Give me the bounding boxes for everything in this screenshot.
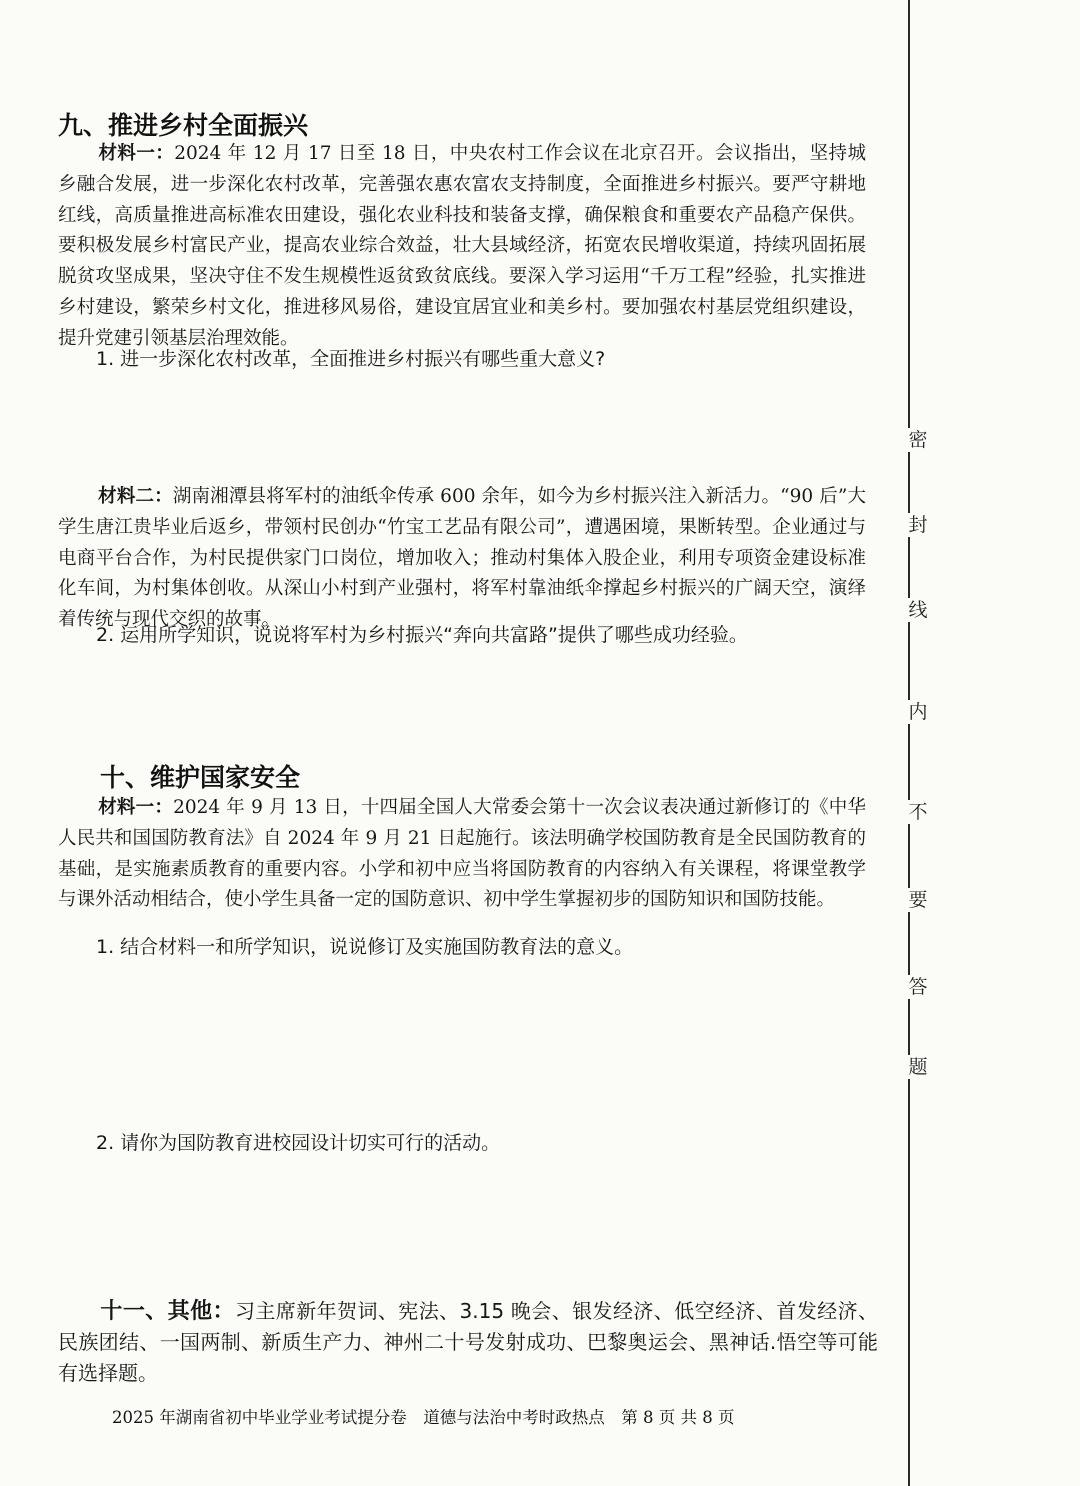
seal-char: 不 [904,800,932,824]
section9-material1-label: 材料一： [98,143,175,164]
section9-material2-text: 湖南湘潭县将军村的油纸伞传承 600 余年，如今为乡村振兴注入新活力。“90 后”大学生唐江贵毕业后返乡，带领村民创办“竹宝工艺品有限公司”，遭遇困境，果断转型。企业通过与电商平台合作，为村民提供家门口岗位，增加收入；推动村集体入股企业，利用专项资金建设标准化车间，为村集体创收。从深山小村到产业强村，将军村靠油纸伞撑起乡村振兴的广阔天空，演绎着传统与现代交织的故事。 [58,486,866,631]
section9-material1 [58,139,866,355]
section9-material2 [58,482,866,636]
section10-material1 [58,793,866,916]
section9-question1: 1. 进一步深化农村改革，全面推进乡村振兴有哪些重大意义? [96,348,606,370]
section9-question2: 2. 运用所学知识，说说将军村为乡村振兴“奔向共富路”提供了哪些成功经验。 [96,624,748,646]
section9-material1-text: 2024 年 12 月 17 日至 18 日，中央农村工作会议在北京召开。会议指出，坚持城乡融合发展，进一步深化农村改革，完善强农惠农富农支持制度，全面推进乡村振兴。要严守耕地红线，高质量推进高标准农田建设，强化农业科技和装备支撑，确保粮食和重要农产品稳产保供。要积极发展乡村富民产业，提高农业综合效益，壮大县域经济，拓宽农民增收渠道，持续巩固拓展脱贫攻坚成果，坚决守住不发生规模性返贫致贫底线。要深入学习运用“千万工程”经验，扎实推进乡村建设，繁荣乡村文化，推进移风易俗，建设宜居宜业和美乡村。要加强农村基层党组织建设，提升党建引领基层治理效能。 [58,143,866,349]
section11 [58,1296,878,1389]
page-footer: 2025 年湖南省初中毕业学业考试提分卷 道德与法治中考时政热点 第 8 页 共 8 页 [112,1408,735,1427]
section10-question1: 1. 结合材料一和所学知识，说说修订及实施国防教育法的意义。 [96,936,634,958]
seal-char: 线 [904,598,932,622]
seal-border-line [908,0,910,1486]
seal-char: 内 [904,700,932,724]
section10-material1-label: 材料一： [98,797,174,818]
section10-material1-text: 2024 年 9 月 13 日，十四届全国人大常委会第十一次会议表决通过新修订的《中华人民共和国国防教育法》自 2024 年 9 月 21 日起施行。该法明确学校国防教育是全民国防教育的基础，是实施素质教育的重要内容。小学和初中应当将国防教育的内容纳入有关课程，将课堂教学与课外活动相结合，使小学生具备一定的国防意识、初中学生掌握初步的国防知识和国防技能。 [58,797,866,911]
section10-title: 十、维护国家安全 [100,763,301,792]
seal-char: 封 [904,513,932,537]
section10-question2: 2. 请你为国防教育进校园设计切实可行的活动。 [96,1132,501,1154]
seal-char: 题 [904,1055,932,1079]
section11-title: 十一、其他： [100,1299,235,1324]
seal-char: 密 [904,428,932,452]
section11-text: 习主席新年贺词、宪法、3.15 晚会、银发经济、低空经济、首发经济、民族团结、一国两制、新质生产力、神州二十号发射成功、巴黎奥运会、黑神话.悟空等可能有选择题。 [58,1299,878,1385]
section9-title: 九、推进乡村全面振兴 [58,111,309,140]
section9-material2-label: 材料二： [98,486,173,507]
seal-char: 要 [904,888,932,912]
seal-char: 答 [904,975,932,999]
